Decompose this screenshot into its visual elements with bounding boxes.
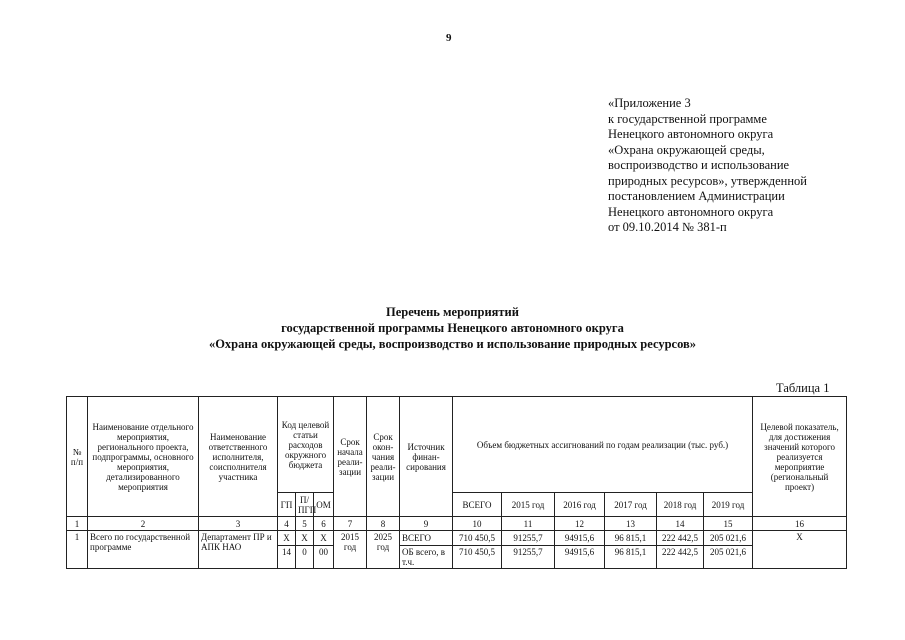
header-total: ВСЕГО xyxy=(453,493,502,517)
row-source: ВСЕГО xyxy=(400,531,453,546)
column-number: 15 xyxy=(704,517,753,531)
row-code-om: Х xyxy=(314,531,334,546)
row-code-pgp: Х xyxy=(296,531,314,546)
row-2016: 94915,6 xyxy=(555,546,605,569)
header-year-2018: 2018 год xyxy=(657,493,704,517)
appendix-line: «Охрана окружающей среды, xyxy=(608,142,765,157)
column-number: 4 xyxy=(278,517,296,531)
row-end: 2025 год xyxy=(367,531,400,569)
appendix-line: от 09.10.2014 № 381-п xyxy=(608,220,727,234)
row-2015: 91255,7 xyxy=(502,546,555,569)
row-code-gp: Х xyxy=(278,531,296,546)
row-source: ОБ всего, в т.ч. xyxy=(400,546,453,569)
table-row xyxy=(67,531,847,546)
row-2019: 205 021,6 xyxy=(704,546,753,569)
column-number: 11 xyxy=(502,517,555,531)
column-number-row xyxy=(67,517,847,531)
appendix-line: к государственной программе xyxy=(608,111,767,126)
column-number: 2 xyxy=(88,517,199,531)
row-start: 2015 год xyxy=(334,531,367,569)
row-total: 710 450,5 xyxy=(453,531,502,546)
column-number: 5 xyxy=(296,517,314,531)
header-num: № п/п xyxy=(67,397,88,517)
row-2016: 94915,6 xyxy=(555,531,605,546)
header-code: Код целевой статьи расходов окружного бюджета xyxy=(278,397,334,493)
column-number: 8 xyxy=(367,517,400,531)
header-year-2019: 2019 год xyxy=(704,493,753,517)
table-label: Таблица 1 xyxy=(776,381,830,395)
appendix-note xyxy=(608,96,898,236)
row-num: 1 xyxy=(67,531,88,569)
header-executor: Наименование ответственного исполнителя, соисполнителя участника xyxy=(199,397,278,517)
title-line: государственной программы Ненецкого автономного округа xyxy=(281,321,624,335)
column-number: 3 xyxy=(199,517,278,531)
appendix-line: воспроизводство и использование xyxy=(608,158,790,172)
header-budget: Объем бюджетных ассигнований по годам реализации (тыс. руб.) xyxy=(453,397,753,493)
row-2018: 222 442,5 xyxy=(657,546,704,569)
header-year-2016: 2016 год xyxy=(555,493,605,517)
column-number: 7 xyxy=(334,517,367,531)
row-executor: Департамент ПР и АПК НАО xyxy=(199,531,278,569)
row-code-om: 00 xyxy=(314,546,334,569)
row-name: Всего по государственной программе xyxy=(88,531,199,569)
appendix-line: Ненецкого автономного округа xyxy=(608,127,774,141)
header-source: Источник финан-сирования xyxy=(400,397,453,517)
row-2017: 96 815,1 xyxy=(605,531,657,546)
appendix-line: Ненецкого автономного округа xyxy=(608,204,774,219)
header-year-2017: 2017 год xyxy=(605,493,657,517)
header-end: Срок окон-чания реали-зации xyxy=(367,397,400,517)
column-number: 13 xyxy=(605,517,657,531)
header-indicator: Целевой показатель, для достижения значений которого реализуется мероприятие (региональный проект) xyxy=(753,397,847,517)
row-indicator: Х xyxy=(753,531,847,569)
column-number: 12 xyxy=(555,517,605,531)
column-number: 16 xyxy=(753,517,847,531)
title-line: Перечень мероприятий xyxy=(386,305,519,319)
header-code-gp: ГП xyxy=(278,493,296,517)
row-2017: 96 815,1 xyxy=(605,546,657,569)
header-row xyxy=(67,397,847,493)
header-code-pgp: П/ ПГП xyxy=(296,493,314,517)
row-2018: 222 442,5 xyxy=(657,531,704,546)
column-number: 1 xyxy=(67,517,88,531)
column-number: 6 xyxy=(314,517,334,531)
header-year-2015: 2015 год xyxy=(502,493,555,517)
document-title xyxy=(0,304,905,352)
row-code-pgp: 0 xyxy=(296,546,314,569)
row-code-gp: 14 xyxy=(278,546,296,569)
column-number: 9 xyxy=(400,517,453,531)
row-2015: 91255,7 xyxy=(502,531,555,546)
header-code-om: ОМ xyxy=(314,493,334,517)
page-number: 9 xyxy=(446,32,452,44)
title-line: «Охрана окружающей среды, воспроизводство и использование природных ресурсов» xyxy=(208,337,697,351)
header-name: Наименование отдельного мероприятия, регионального проекта, подпрограммы, основного мероприятия, детализированного мероприятия xyxy=(88,397,199,517)
measures-table xyxy=(66,396,847,569)
column-number: 14 xyxy=(657,517,704,531)
appendix-line: «Приложение 3 xyxy=(608,96,691,110)
column-number: 10 xyxy=(453,517,502,531)
header-start: Срок начала реали-зации xyxy=(334,397,367,517)
appendix-line: постановлением Администрации xyxy=(608,189,785,203)
row-2019: 205 021,6 xyxy=(704,531,753,546)
row-total: 710 450,5 xyxy=(453,546,502,569)
appendix-line: природных ресурсов», утвержденной xyxy=(608,173,807,188)
